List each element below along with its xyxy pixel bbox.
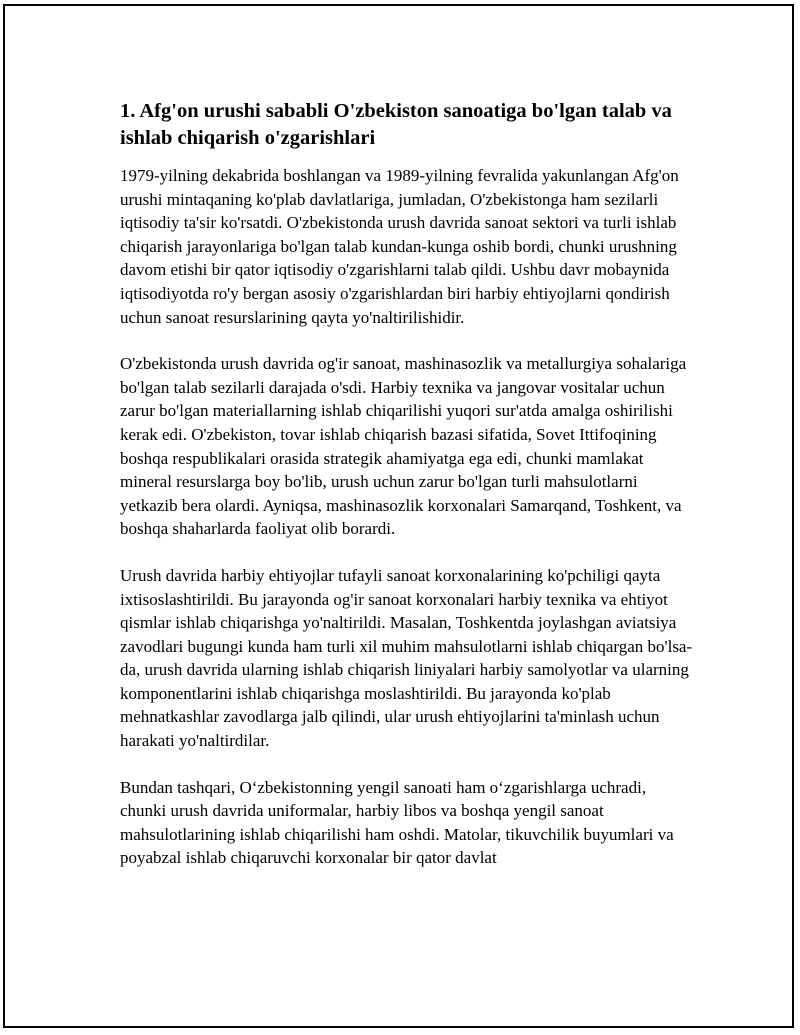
section-heading: 1. Afg'on urushi sababli O'zbekiston sanoatiga bo'lgan talab va ishlab chiqarish o'zgarishlari	[120, 100, 672, 149]
document-page	[3, 4, 794, 1028]
paragraph: 1979-yilning dekabrida boshlangan va 1989-yilning fevralida yakunlangan Afg'on urushi mintaqaning ko'plab davlatlariga, jumladan, O'zbekistonga ham sezilarli iqtisodiy ta'sir ko'rsatdi. O'zbekistonda urush davrida sanoat sektori va turli ishlab chiqarish jarayonlariga bo'lgan talab kundan-kunga oshib bordi, chunki urushning davom etishi bir qator iqtisodiy o'zgarishlarni talab qildi. Ushbu davr mobaynida iqtisodiyotda ro'y bergan asosiy o'zgarishlardan biri harbiy ehtiyojlarni qondirish uchun sanoat resurslarining qayta yo'naltirilishidir.	[120, 166, 679, 327]
paragraph: Urush davrida harbiy ehtiyojlar tufayli sanoat korxonalarining ko'pchiligi qayta ixtisoslashtirildi. Bu jarayonda og'ir sanoat korxonalari harbiy texnika va ehtiyot qismlar ishlab chiqarishga yo'naltirildi. Masalan, Toshkentda joylashgan aviatsiya zavodlari bugungi kunda ham turli xil muhim mahsulotlarni ishlab chiqargan bo'lsa-da, urush davrida ularning ishlab chiqarish liniyalari harbiy samolyotlar va ularning komponentlarini ishlab chiqarishga moslashtirildi. Bu jarayonda ko'plab mehnatkashlar zavodlarga jalb qilindi, ular urush ehtiyojlarini ta'minlash uchun harakati yo'naltirdilar.	[120, 565, 693, 751]
paragraph: Bundan tashqari, O‘zbekistonning yengil sanoati ham o‘zgarishlarga uchradi, chunki urush davrida uniformalar, harbiy libos va boshqa yengil sanoat mahsulotlarining ishlab chiqarilishi ham oshdi. Matolar, tikuvchilik buyumlari va poyabzal ishlab chiqaruvchi korxonalar bir qator davlat	[120, 777, 674, 868]
paragraph: O'zbekistonda urush davrida og'ir sanoat, mashinasozlik va metallurgiya sohalariga bo'lgan talab sezilarli darajada o'sdi. Harbiy texnika va jangovar vositalar uchun zarur bo'lgan materiallarning ishlab chiqarilishi yuqori sur'atda amalga oshirilishi kerak edi. O'zbekiston, tovar ishlab chiqarish bazasi sifatida, Sovet Ittifoqining boshqa respublikalari orasida strategik ahamiyatga ega edi, chunki mamlakat mineral resurslarga boy bo'lib, urush uchun zarur bo'lgan turli mahsulotlarni yetkazib bera olardi. Ayniqsa, mashinasozlik korxonalari Samarqand, Toshkent, va boshqa shaharlarda faoliyat olib borardi.	[120, 354, 687, 539]
document-body	[120, 98, 695, 893]
